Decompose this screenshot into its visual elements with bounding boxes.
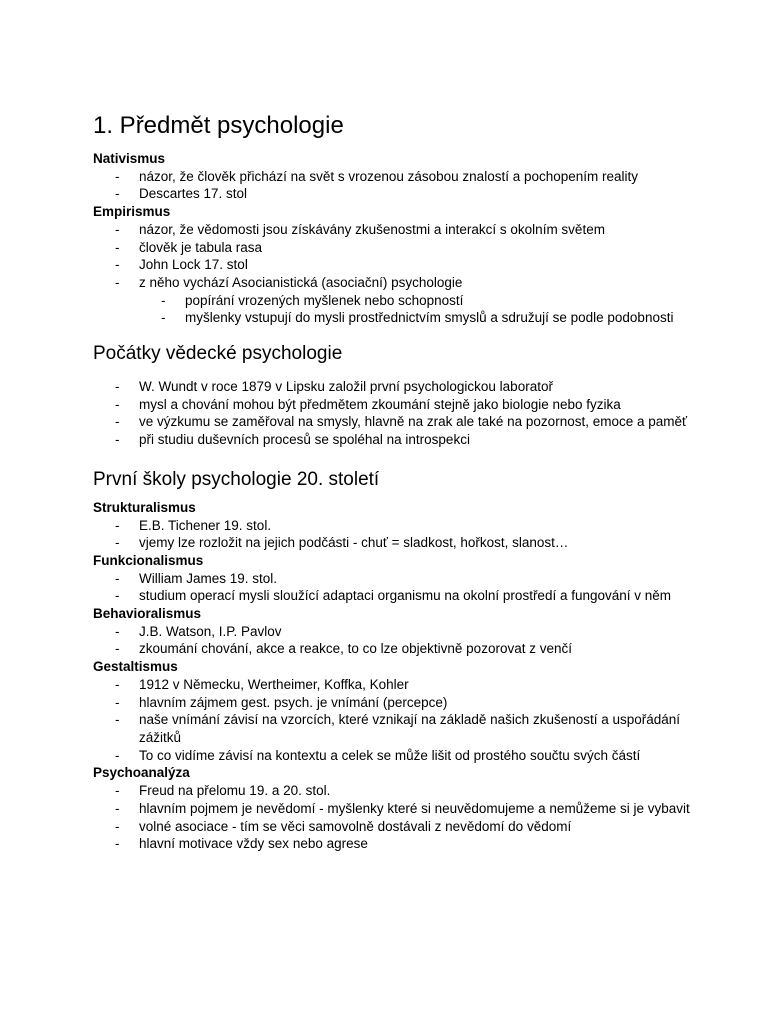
list-item: - vjemy lze rozložit na jejich podčásti - chuť = sladkost, hořkost, slanost…: [93, 534, 693, 552]
list-item: - J.B. Watson, I.P. Pavlov: [93, 623, 693, 641]
subheading-funkcionalismus: Funkcionalismus: [93, 552, 204, 568]
list-pocatky: [93, 378, 693, 449]
document-content: [93, 110, 693, 853]
page-title: 1. Předmět psychologie: [93, 112, 344, 139]
list-item: - W. Wundt v roce 1879 v Lipsku založil první psychologickou laboratoř: [93, 378, 693, 396]
list-nativismus: [93, 168, 693, 203]
subheading-psychoanalyza: Psychoanalýza: [93, 765, 190, 781]
list-item: - hlavním zájmem gest. psych. je vnímání (percepce): [93, 694, 693, 712]
list-item: - názor, že člověk přichází na svět s vrozenou zásobou znalostí a pochopením reality: [93, 168, 693, 186]
list-item: - z něho vychází Asocianistická (asociační) psychologie: [93, 274, 693, 292]
subheading-gestaltismus: Gestaltismus: [93, 659, 178, 675]
list-item: - zkoumání chování, akce a reakce, to co lze objektivně pozorovat z venčí: [93, 640, 693, 658]
subheading-empirismus: Empirismus: [93, 204, 171, 220]
subheading-behavioralismus: Behavioralismus: [93, 606, 202, 622]
subheading-strukturalismus: Strukturalismus: [93, 499, 196, 515]
list-item: - John Lock 17. stol: [93, 256, 693, 274]
list-item: - Freud na přelomu 19. a 20. stol.: [93, 782, 693, 800]
sublist-asociacni: [93, 292, 693, 327]
list-funkcionalismus: [93, 570, 693, 605]
list-item: - ve výzkumu se zaměřoval na smysly, hlavně na zrak ale také na pozornost, emoce a paměť: [93, 413, 693, 431]
list-psychoanalyza: [93, 782, 693, 853]
list-item: - člověk je tabula rasa: [93, 239, 693, 257]
list-item: - při studiu duševních procesů se spoléhal na introspekci: [93, 431, 693, 449]
section-predmet: [93, 150, 693, 327]
section-pocatky: [93, 341, 693, 449]
list-item: - naše vnímání závisí na vzorcích, které vznikají na základě našich zkušeností a uspořádání zážitků: [93, 711, 693, 746]
list-item: - studium operací mysli sloužící adaptaci organismu na okolní prostředí a fungování v něm: [93, 587, 693, 605]
list-item: - hlavním pojmem je nevědomí - myšlenky které si neuvědomujeme a nemůžeme si je vybavit: [93, 800, 693, 818]
list-item: - Descartes 17. stol: [93, 185, 693, 203]
list-strukturalismus: [93, 517, 693, 552]
section-heading-prvni-skoly: První školy psychologie 20. století: [93, 468, 380, 490]
section-spacer: [93, 327, 693, 341]
section-prvni-skoly: [93, 467, 693, 853]
section-spacer: [93, 449, 693, 467]
list-item: - William James 19. stol.: [93, 570, 693, 588]
list-gestaltismus: [93, 676, 693, 765]
list-item: - E.B. Tichener 19. stol.: [93, 517, 693, 535]
list-item: - To co vidíme závisí na kontextu a celek se může lišit od prostého součtu svých částí: [93, 747, 693, 765]
subheading-nativismus: Nativismus: [93, 151, 166, 166]
section-heading-pocatky: Počátky vědecké psychologie: [93, 343, 343, 365]
list-behavioralismus: [93, 623, 693, 658]
list-item: - 1912 v Německu, Wertheimer, Koffka, Kohler: [93, 676, 693, 694]
list-item: - popírání vrozených myšlenek nebo schopností: [93, 292, 693, 310]
list-item: - hlavní motivace vždy sex nebo agrese: [93, 835, 693, 853]
list-item: - mysl a chování mohou být předmětem zkoumání stejně jako biologie nebo fyzika: [93, 396, 693, 414]
list-item: - volné asociace - tím se věci samovolně dostávali z nevědomí do vědomí: [93, 818, 693, 836]
list-empirismus: [93, 221, 693, 292]
list-item: - názor, že vědomosti jsou získávány zkušenostmi a interakcí s okolním světem: [93, 221, 693, 239]
list-item: - myšlenky vstupují do mysli prostřednictvím smyslů a sdružují se podle podobnosti: [93, 309, 693, 327]
